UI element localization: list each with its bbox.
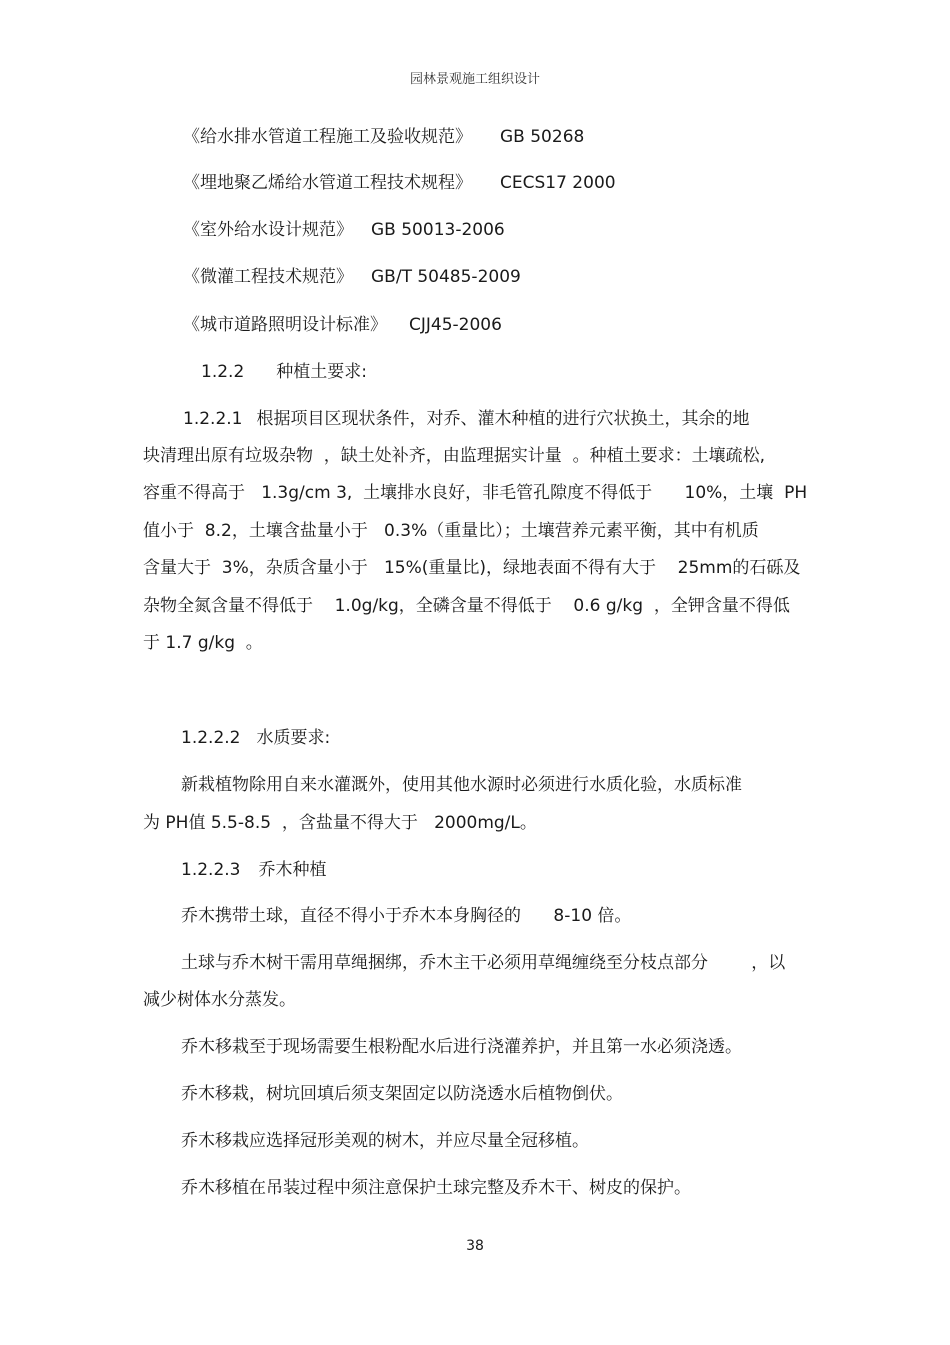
standard-item	[183, 172, 616, 194]
section-heading-1-2-2-2	[181, 727, 330, 749]
paragraph-line: 乔木携带土球，直径不得小于乔木本身胸径的 8-10 倍。	[181, 906, 632, 926]
standard-code: GB 50013-2006	[371, 220, 505, 240]
standard-code: GB 50268	[500, 127, 585, 147]
paragraph-line: 块清理出原有垃圾杂物 ，缺土处补齐，由监理据实计量 。种植土要求：土壤疏松,	[143, 446, 766, 466]
standard-code: CECS17 2000	[500, 173, 616, 193]
standard-item	[183, 126, 584, 148]
standard-name: 《室外给水设计规范》	[183, 220, 353, 240]
paragraph-line: 乔木移栽至于现场需要生根粉配水后进行浇灌养护，并且第一水必须浇透。	[181, 1037, 742, 1057]
standard-name: 《给水排水管道工程施工及验收规范》	[183, 127, 472, 147]
section-number: 1.2.2.1	[183, 409, 243, 429]
section-number: 1.2.2.2	[181, 728, 241, 748]
page-number: 38	[466, 1238, 484, 1254]
paragraph-line: 为 PH值 5.5-8.5 ，含盐量不得大于 2000mg/L。	[143, 813, 537, 833]
paragraph-line: 新栽植物除用自来水灌溉外，使用其他水源时必须进行水质化验，水质标准	[181, 775, 742, 795]
standard-code: GB/T 50485-2009	[371, 267, 521, 287]
section-number: 1.2.2	[201, 362, 245, 382]
section-heading-1-2-2	[201, 361, 367, 383]
standard-name: 《微灌工程技术规范》	[183, 267, 353, 287]
section-heading-1-2-2-3	[181, 859, 326, 881]
section-number: 1.2.2.3	[181, 860, 241, 880]
standard-code: CJJ45-2006	[409, 315, 502, 335]
paragraph-line: 容重不得高于 1.3g/cm 3, 土壤排水良好，非毛管孔隙度不得低于 10%，土壤 PH	[143, 483, 808, 503]
paragraph-line: 土球与乔木树干需用草绳捆绑，乔木主干必须用草绳缠绕至分枝点部分 ，以	[181, 953, 786, 973]
paragraph-line: 1.2.2.1 根据项目区现状条件，对乔、灌木种植的进行穴状换土，其余的地	[183, 409, 750, 429]
paragraph-line: 减少树体水分蒸发。	[143, 990, 296, 1010]
paragraph-line: 乔木移栽应选择冠形美观的树木，并应尽量全冠移植。	[181, 1131, 589, 1151]
paragraph-line: 杂物全氮含量不得低于 1.0g/kg，全磷含量不得低于 0.6 g/kg ，全钾含量不得低	[143, 596, 790, 616]
standard-item	[183, 314, 502, 336]
section-title: 水质要求:	[256, 728, 331, 748]
standard-name: 《城市道路照明设计标准》	[183, 315, 387, 335]
paragraph-line: 于 1.7 g/kg 。	[143, 633, 263, 653]
standard-name: 《埋地聚乙烯给水管道工程技术规程》	[183, 173, 472, 193]
section-title: 种植土要求:	[276, 362, 367, 382]
paragraph-line: 值小于 8.2，土壤含盐量小于 0.3%（重量比）；土壤营养元素平衡，其中有机质	[143, 521, 759, 541]
section-title: 乔木种植	[258, 860, 327, 880]
paragraph-line: 乔木移栽，树坑回填后须支架固定以防浇透水后植物倒伏。	[181, 1084, 623, 1104]
paragraph-line: 含量大于 3%，杂质含量小于 15%(重量比)，绿地表面不得有大于 25mm的石砾及	[143, 558, 801, 578]
paragraph-line: 乔木移植在吊装过程中须注意保护土球完整及乔木干、树皮的保护。	[181, 1178, 691, 1198]
standard-item	[183, 219, 505, 241]
standard-item	[183, 266, 521, 288]
page-header: 园林景观施工组织设计	[409, 72, 540, 87]
